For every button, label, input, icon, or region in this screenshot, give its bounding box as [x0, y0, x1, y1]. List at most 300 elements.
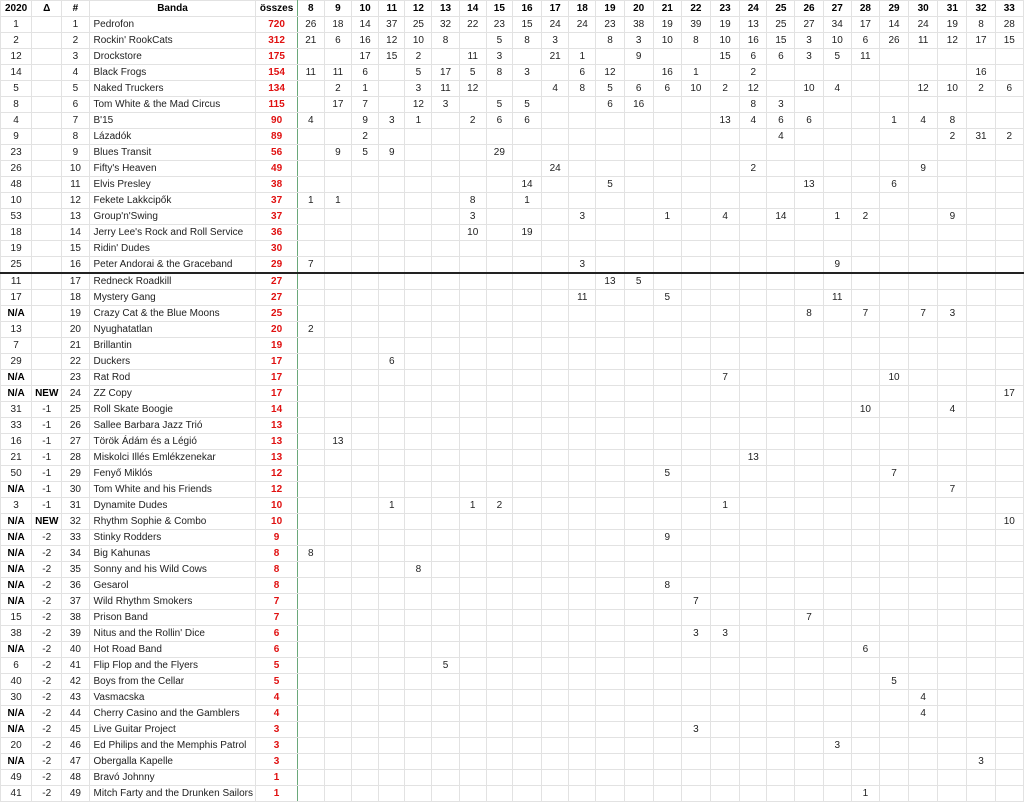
- score-cell[interactable]: 6: [512, 113, 541, 129]
- score-cell[interactable]: [823, 466, 851, 482]
- score-cell[interactable]: 13: [740, 450, 767, 466]
- score-cell[interactable]: [542, 690, 569, 706]
- score-cell[interactable]: [740, 722, 767, 738]
- score-cell[interactable]: [967, 530, 995, 546]
- score-cell[interactable]: [767, 786, 795, 802]
- total-cell[interactable]: 3: [256, 738, 297, 754]
- score-cell[interactable]: [379, 754, 405, 770]
- score-cell[interactable]: [542, 498, 569, 514]
- score-cell[interactable]: [432, 177, 459, 193]
- score-cell[interactable]: [297, 530, 324, 546]
- score-cell[interactable]: [596, 338, 624, 354]
- score-cell[interactable]: [767, 498, 795, 514]
- score-cell[interactable]: [297, 338, 324, 354]
- score-cell[interactable]: [767, 706, 795, 722]
- score-cell[interactable]: [405, 530, 432, 546]
- prev-rank-cell[interactable]: N/A: [1, 642, 32, 658]
- score-cell[interactable]: 1: [512, 193, 541, 209]
- score-cell[interactable]: [432, 626, 459, 642]
- score-cell[interactable]: [909, 290, 938, 306]
- score-cell[interactable]: 2: [967, 81, 995, 97]
- score-cell[interactable]: [324, 177, 351, 193]
- score-cell[interactable]: 19: [938, 17, 967, 33]
- score-cell[interactable]: [909, 610, 938, 626]
- score-cell[interactable]: [653, 402, 681, 418]
- score-cell[interactable]: [823, 354, 851, 370]
- score-cell[interactable]: [995, 722, 1023, 738]
- score-cell[interactable]: [486, 161, 512, 177]
- score-cell[interactable]: [653, 418, 681, 434]
- score-cell[interactable]: [405, 674, 432, 690]
- score-cell[interactable]: [823, 770, 851, 786]
- score-cell[interactable]: [432, 418, 459, 434]
- score-cell[interactable]: 17: [967, 33, 995, 49]
- total-cell[interactable]: 49: [256, 161, 297, 177]
- score-cell[interactable]: [681, 754, 710, 770]
- score-cell[interactable]: [324, 642, 351, 658]
- score-cell[interactable]: [967, 546, 995, 562]
- score-cell[interactable]: [596, 450, 624, 466]
- score-cell[interactable]: [512, 674, 541, 690]
- score-cell[interactable]: [379, 257, 405, 274]
- column-header[interactable]: 19: [596, 1, 624, 17]
- score-cell[interactable]: 5: [823, 49, 851, 65]
- delta-cell[interactable]: [32, 81, 62, 97]
- column-header[interactable]: 30: [909, 1, 938, 17]
- total-cell[interactable]: 56: [256, 145, 297, 161]
- score-cell[interactable]: 12: [740, 81, 767, 97]
- score-cell[interactable]: [486, 722, 512, 738]
- score-cell[interactable]: [823, 418, 851, 434]
- column-header[interactable]: 9: [324, 1, 351, 17]
- score-cell[interactable]: [459, 786, 486, 802]
- rank-cell[interactable]: 17: [62, 273, 89, 290]
- score-cell[interactable]: [596, 498, 624, 514]
- score-cell[interactable]: [542, 578, 569, 594]
- score-cell[interactable]: 1: [352, 81, 379, 97]
- score-cell[interactable]: [711, 193, 740, 209]
- band-name-cell[interactable]: Group'n'Swing: [89, 209, 256, 225]
- score-cell[interactable]: [795, 97, 823, 113]
- score-cell[interactable]: [405, 786, 432, 802]
- score-cell[interactable]: 2: [851, 209, 879, 225]
- band-name-cell[interactable]: Black Frogs: [89, 65, 256, 81]
- score-cell[interactable]: 13: [711, 113, 740, 129]
- score-cell[interactable]: [352, 273, 379, 290]
- score-cell[interactable]: 3: [512, 65, 541, 81]
- score-cell[interactable]: [596, 626, 624, 642]
- score-cell[interactable]: [711, 754, 740, 770]
- score-cell[interactable]: 14: [767, 209, 795, 225]
- score-cell[interactable]: [851, 482, 879, 498]
- score-cell[interactable]: [851, 225, 879, 241]
- score-cell[interactable]: [879, 786, 908, 802]
- score-cell[interactable]: [711, 290, 740, 306]
- score-cell[interactable]: [767, 177, 795, 193]
- score-cell[interactable]: [324, 450, 351, 466]
- score-cell[interactable]: [823, 273, 851, 290]
- score-cell[interactable]: 8: [596, 33, 624, 49]
- score-cell[interactable]: [851, 562, 879, 578]
- score-cell[interactable]: [851, 514, 879, 530]
- score-cell[interactable]: [967, 338, 995, 354]
- score-cell[interactable]: [459, 257, 486, 274]
- score-cell[interactable]: [297, 690, 324, 706]
- score-cell[interactable]: [596, 578, 624, 594]
- score-cell[interactable]: [681, 770, 710, 786]
- score-cell[interactable]: [740, 273, 767, 290]
- score-cell[interactable]: [569, 706, 596, 722]
- score-cell[interactable]: [405, 610, 432, 626]
- score-cell[interactable]: [405, 642, 432, 658]
- score-cell[interactable]: [624, 370, 653, 386]
- score-cell[interactable]: [823, 65, 851, 81]
- score-cell[interactable]: 6: [879, 177, 908, 193]
- score-cell[interactable]: 3: [624, 33, 653, 49]
- score-cell[interactable]: [432, 49, 459, 65]
- score-cell[interactable]: [909, 193, 938, 209]
- score-cell[interactable]: [653, 626, 681, 642]
- score-cell[interactable]: [767, 658, 795, 674]
- score-cell[interactable]: [995, 578, 1023, 594]
- score-cell[interactable]: [432, 562, 459, 578]
- score-cell[interactable]: [324, 225, 351, 241]
- score-cell[interactable]: [909, 225, 938, 241]
- score-cell[interactable]: [938, 434, 967, 450]
- delta-cell[interactable]: [32, 17, 62, 33]
- score-cell[interactable]: [596, 594, 624, 610]
- score-cell[interactable]: [767, 514, 795, 530]
- score-cell[interactable]: [324, 338, 351, 354]
- prev-rank-cell[interactable]: 29: [1, 354, 32, 370]
- score-cell[interactable]: [995, 97, 1023, 113]
- score-cell[interactable]: 12: [938, 33, 967, 49]
- score-cell[interactable]: [297, 386, 324, 402]
- column-header[interactable]: 15: [486, 1, 512, 17]
- score-cell[interactable]: [352, 386, 379, 402]
- score-cell[interactable]: [486, 642, 512, 658]
- score-cell[interactable]: [459, 161, 486, 177]
- score-cell[interactable]: [542, 354, 569, 370]
- score-cell[interactable]: [324, 306, 351, 322]
- delta-cell[interactable]: -1: [32, 402, 62, 418]
- score-cell[interactable]: [352, 402, 379, 418]
- score-cell[interactable]: [569, 434, 596, 450]
- score-cell[interactable]: [653, 113, 681, 129]
- score-cell[interactable]: [569, 498, 596, 514]
- score-cell[interactable]: 6: [795, 113, 823, 129]
- score-cell[interactable]: [624, 562, 653, 578]
- score-cell[interactable]: [767, 370, 795, 386]
- score-cell[interactable]: [711, 225, 740, 241]
- rank-cell[interactable]: 13: [62, 209, 89, 225]
- score-cell[interactable]: [405, 402, 432, 418]
- score-cell[interactable]: [542, 658, 569, 674]
- score-cell[interactable]: [324, 754, 351, 770]
- total-cell[interactable]: 89: [256, 129, 297, 145]
- score-cell[interactable]: [486, 209, 512, 225]
- score-cell[interactable]: [795, 546, 823, 562]
- score-cell[interactable]: [938, 386, 967, 402]
- score-cell[interactable]: [624, 738, 653, 754]
- score-cell[interactable]: [297, 434, 324, 450]
- rank-cell[interactable]: 10: [62, 161, 89, 177]
- score-cell[interactable]: [653, 386, 681, 402]
- score-cell[interactable]: [681, 786, 710, 802]
- score-cell[interactable]: [711, 241, 740, 257]
- total-cell[interactable]: 1: [256, 770, 297, 786]
- score-cell[interactable]: [909, 370, 938, 386]
- score-cell[interactable]: [569, 450, 596, 466]
- score-cell[interactable]: 2: [995, 129, 1023, 145]
- score-cell[interactable]: [938, 498, 967, 514]
- score-cell[interactable]: [711, 514, 740, 530]
- score-cell[interactable]: [938, 354, 967, 370]
- score-cell[interactable]: [681, 546, 710, 562]
- column-header[interactable]: 20: [624, 1, 653, 17]
- total-cell[interactable]: 8: [256, 562, 297, 578]
- score-cell[interactable]: [324, 161, 351, 177]
- score-cell[interactable]: [681, 322, 710, 338]
- score-cell[interactable]: 7: [909, 306, 938, 322]
- score-cell[interactable]: [938, 514, 967, 530]
- band-name-cell[interactable]: Brillantin: [89, 338, 256, 354]
- score-cell[interactable]: [653, 642, 681, 658]
- score-cell[interactable]: [653, 177, 681, 193]
- score-cell[interactable]: [909, 49, 938, 65]
- score-cell[interactable]: [459, 402, 486, 418]
- band-name-cell[interactable]: Boys from the Cellar: [89, 674, 256, 690]
- score-cell[interactable]: [596, 610, 624, 626]
- score-cell[interactable]: [740, 386, 767, 402]
- score-cell[interactable]: 6: [653, 81, 681, 97]
- score-cell[interactable]: [512, 402, 541, 418]
- band-name-cell[interactable]: Fenyő Miklós: [89, 466, 256, 482]
- total-cell[interactable]: 7: [256, 610, 297, 626]
- score-cell[interactable]: [681, 193, 710, 209]
- score-cell[interactable]: [681, 450, 710, 466]
- score-cell[interactable]: 13: [324, 434, 351, 450]
- score-cell[interactable]: [995, 482, 1023, 498]
- score-cell[interactable]: [624, 482, 653, 498]
- band-name-cell[interactable]: Wild Rhythm Smokers: [89, 594, 256, 610]
- score-cell[interactable]: [542, 386, 569, 402]
- score-cell[interactable]: 6: [569, 65, 596, 81]
- score-cell[interactable]: [324, 514, 351, 530]
- score-cell[interactable]: [823, 578, 851, 594]
- score-cell[interactable]: [569, 642, 596, 658]
- score-cell[interactable]: 4: [938, 402, 967, 418]
- score-cell[interactable]: 5: [459, 65, 486, 81]
- rank-cell[interactable]: 42: [62, 674, 89, 690]
- score-cell[interactable]: [297, 402, 324, 418]
- score-cell[interactable]: [379, 594, 405, 610]
- score-cell[interactable]: [711, 530, 740, 546]
- prev-rank-cell[interactable]: 3: [1, 498, 32, 514]
- score-cell[interactable]: 26: [297, 17, 324, 33]
- score-cell[interactable]: [967, 498, 995, 514]
- score-cell[interactable]: [512, 738, 541, 754]
- prev-rank-cell[interactable]: 15: [1, 610, 32, 626]
- prev-rank-cell[interactable]: 10: [1, 193, 32, 209]
- score-cell[interactable]: [512, 322, 541, 338]
- score-cell[interactable]: [653, 754, 681, 770]
- score-cell[interactable]: [486, 482, 512, 498]
- score-cell[interactable]: [297, 754, 324, 770]
- band-name-cell[interactable]: Roll Skate Boogie: [89, 402, 256, 418]
- score-cell[interactable]: [324, 273, 351, 290]
- score-cell[interactable]: [379, 322, 405, 338]
- score-cell[interactable]: [967, 354, 995, 370]
- score-cell[interactable]: 3: [711, 626, 740, 642]
- score-cell[interactable]: [512, 49, 541, 65]
- score-cell[interactable]: [324, 370, 351, 386]
- score-cell[interactable]: 24: [909, 17, 938, 33]
- score-cell[interactable]: [711, 338, 740, 354]
- score-cell[interactable]: [795, 738, 823, 754]
- column-header[interactable]: 10: [352, 1, 379, 17]
- total-cell[interactable]: 5: [256, 658, 297, 674]
- score-cell[interactable]: [596, 129, 624, 145]
- score-cell[interactable]: 6: [596, 97, 624, 113]
- score-cell[interactable]: [352, 562, 379, 578]
- score-cell[interactable]: [909, 754, 938, 770]
- score-cell[interactable]: [297, 498, 324, 514]
- score-cell[interactable]: 37: [379, 17, 405, 33]
- score-cell[interactable]: [512, 754, 541, 770]
- band-name-cell[interactable]: Obergalla Kapelle: [89, 754, 256, 770]
- rank-cell[interactable]: 32: [62, 514, 89, 530]
- score-cell[interactable]: [823, 642, 851, 658]
- rank-cell[interactable]: 38: [62, 610, 89, 626]
- score-cell[interactable]: [624, 322, 653, 338]
- score-cell[interactable]: [432, 193, 459, 209]
- score-cell[interactable]: [795, 514, 823, 530]
- delta-cell[interactable]: [32, 177, 62, 193]
- prev-rank-cell[interactable]: 26: [1, 161, 32, 177]
- score-cell[interactable]: 26: [879, 33, 908, 49]
- score-cell[interactable]: [909, 450, 938, 466]
- total-cell[interactable]: 10: [256, 498, 297, 514]
- score-cell[interactable]: 25: [767, 17, 795, 33]
- score-cell[interactable]: [624, 434, 653, 450]
- score-cell[interactable]: [596, 530, 624, 546]
- score-cell[interactable]: [740, 241, 767, 257]
- total-cell[interactable]: 8: [256, 578, 297, 594]
- score-cell[interactable]: [681, 658, 710, 674]
- score-cell[interactable]: [851, 257, 879, 274]
- score-cell[interactable]: [767, 161, 795, 177]
- score-cell[interactable]: [681, 562, 710, 578]
- rank-cell[interactable]: 49: [62, 786, 89, 802]
- score-cell[interactable]: [767, 386, 795, 402]
- score-cell[interactable]: [542, 770, 569, 786]
- rank-cell[interactable]: 11: [62, 177, 89, 193]
- score-cell[interactable]: [596, 370, 624, 386]
- score-cell[interactable]: [596, 113, 624, 129]
- score-cell[interactable]: [909, 434, 938, 450]
- score-cell[interactable]: [379, 290, 405, 306]
- score-cell[interactable]: [967, 273, 995, 290]
- score-cell[interactable]: [967, 770, 995, 786]
- score-cell[interactable]: [486, 273, 512, 290]
- column-header[interactable]: Δ: [32, 1, 62, 17]
- score-cell[interactable]: [823, 370, 851, 386]
- score-cell[interactable]: 4: [740, 113, 767, 129]
- score-cell[interactable]: 19: [653, 17, 681, 33]
- score-cell[interactable]: [938, 145, 967, 161]
- score-cell[interactable]: [938, 161, 967, 177]
- score-cell[interactable]: 8: [297, 546, 324, 562]
- score-cell[interactable]: 2: [740, 65, 767, 81]
- score-cell[interactable]: [879, 434, 908, 450]
- score-cell[interactable]: [352, 690, 379, 706]
- band-name-cell[interactable]: Elvis Presley: [89, 177, 256, 193]
- score-cell[interactable]: [569, 193, 596, 209]
- score-cell[interactable]: [823, 658, 851, 674]
- score-cell[interactable]: [569, 594, 596, 610]
- score-cell[interactable]: [297, 81, 324, 97]
- score-cell[interactable]: [795, 370, 823, 386]
- score-cell[interactable]: [324, 674, 351, 690]
- prev-rank-cell[interactable]: 4: [1, 113, 32, 129]
- band-name-cell[interactable]: Live Guitar Project: [89, 722, 256, 738]
- score-cell[interactable]: [542, 530, 569, 546]
- prev-rank-cell[interactable]: N/A: [1, 514, 32, 530]
- score-cell[interactable]: [405, 177, 432, 193]
- score-cell[interactable]: 3: [823, 738, 851, 754]
- score-cell[interactable]: [569, 546, 596, 562]
- score-cell[interactable]: [995, 690, 1023, 706]
- score-cell[interactable]: 1: [297, 193, 324, 209]
- score-cell[interactable]: [624, 690, 653, 706]
- prev-rank-cell[interactable]: 9: [1, 129, 32, 145]
- score-cell[interactable]: [851, 450, 879, 466]
- prev-rank-cell[interactable]: 41: [1, 786, 32, 802]
- band-name-cell[interactable]: Rat Rod: [89, 370, 256, 386]
- score-cell[interactable]: [486, 225, 512, 241]
- score-cell[interactable]: [512, 642, 541, 658]
- score-cell[interactable]: [740, 754, 767, 770]
- score-cell[interactable]: [405, 241, 432, 257]
- column-header[interactable]: 33: [995, 1, 1023, 17]
- total-cell[interactable]: 5: [256, 674, 297, 690]
- score-cell[interactable]: 38: [624, 17, 653, 33]
- score-cell[interactable]: 11: [909, 33, 938, 49]
- score-cell[interactable]: [879, 241, 908, 257]
- score-cell[interactable]: [967, 161, 995, 177]
- score-cell[interactable]: [379, 578, 405, 594]
- score-cell[interactable]: [459, 626, 486, 642]
- score-cell[interactable]: [459, 145, 486, 161]
- score-cell[interactable]: [512, 626, 541, 642]
- score-cell[interactable]: [432, 354, 459, 370]
- score-cell[interactable]: [569, 386, 596, 402]
- score-cell[interactable]: [967, 482, 995, 498]
- score-cell[interactable]: 8: [653, 578, 681, 594]
- score-cell[interactable]: [542, 642, 569, 658]
- score-cell[interactable]: 24: [569, 17, 596, 33]
- score-cell[interactable]: [297, 370, 324, 386]
- score-cell[interactable]: [297, 578, 324, 594]
- score-cell[interactable]: [486, 193, 512, 209]
- score-cell[interactable]: [324, 354, 351, 370]
- score-cell[interactable]: 6: [486, 113, 512, 129]
- score-cell[interactable]: [324, 770, 351, 786]
- score-cell[interactable]: [879, 306, 908, 322]
- rank-cell[interactable]: 7: [62, 113, 89, 129]
- score-cell[interactable]: [851, 418, 879, 434]
